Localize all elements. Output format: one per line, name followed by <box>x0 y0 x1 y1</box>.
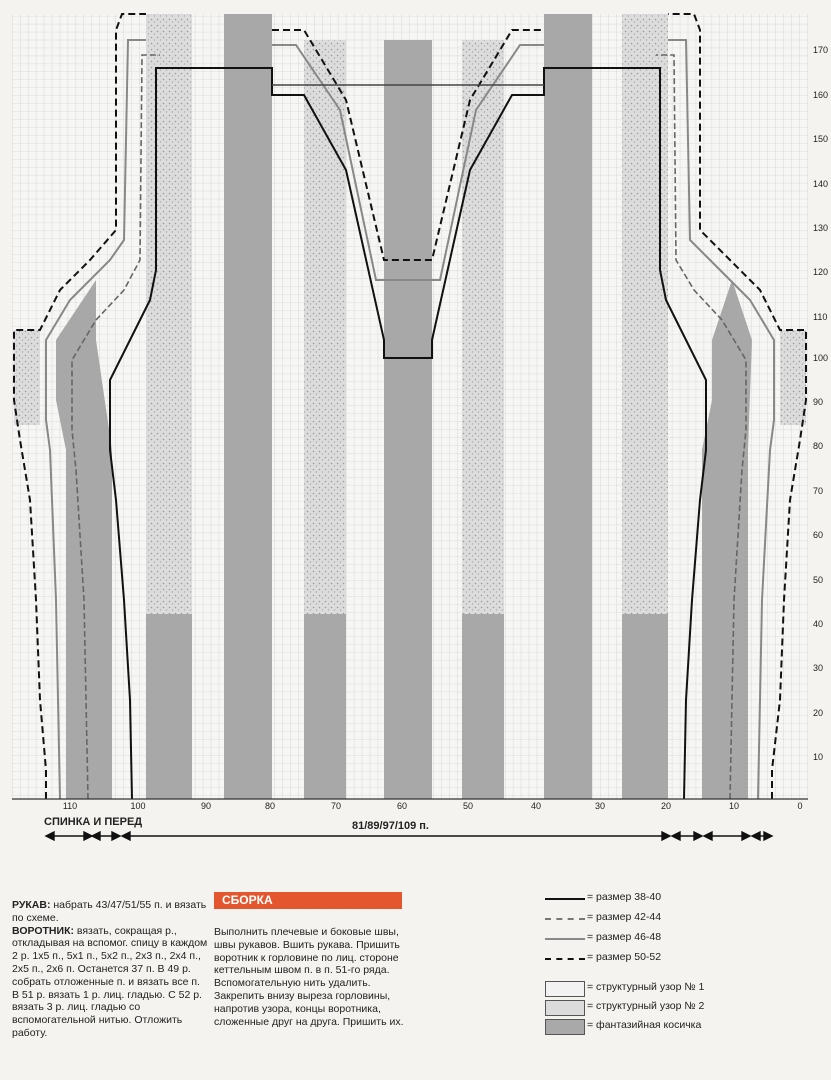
row-label: 150 <box>813 134 829 144</box>
legend-label: = размер 46-48 <box>587 931 662 943</box>
row-label: 40 <box>813 619 824 629</box>
row-label: 80 <box>813 441 824 451</box>
row-label: 30 <box>813 663 824 673</box>
stitch-label: 60 <box>396 801 408 811</box>
row-label: 110 <box>813 312 828 322</box>
row-label: 60 <box>813 530 824 540</box>
row-label: 90 <box>813 397 824 407</box>
collar-title: ВОРОТНИК: <box>12 924 74 937</box>
row-axis <box>813 45 828 762</box>
legend-label: = структурный узор № 1 <box>587 981 705 993</box>
stitch-label: 0 <box>797 801 803 811</box>
stitch-label: 90 <box>200 801 212 811</box>
row-label: 170 <box>813 45 829 55</box>
row-label: 70 <box>813 486 824 496</box>
stitch-label: 30 <box>594 801 606 811</box>
section-label: СПИНКА И ПЕРЕД <box>44 816 143 828</box>
stitch-label: 10 <box>728 801 740 811</box>
stitch-label: 80 <box>264 801 276 811</box>
row-label: 140 <box>813 179 829 189</box>
sleeve-instructions <box>12 899 208 1040</box>
assembly-title: СБОРКА <box>222 893 273 907</box>
row-label: 120 <box>813 267 829 277</box>
row-label: 100 <box>813 353 829 363</box>
collar-text: вязать, сокращая р., откладывая на вспомог. спицу в каждом 2 р. 1x5 п., 5x1 п., 5x2 п., 2x3 п., 2x4 п., 2x5 п., 2x6 п. Останется 37 п. В 49 р. собрать отложенные п. и вязать все п. В 51 р. вязать 1 р. лиц. гладью. С 52 р. вязать 3 р. лиц. гладью со вспомогательной нитью. Отложить работу. <box>12 924 208 1039</box>
legend-label: = размер 50-52 <box>587 951 662 963</box>
stitch-axis <box>63 801 803 811</box>
row-label: 20 <box>813 708 824 718</box>
stitch-label: 20 <box>660 801 672 811</box>
stitch-label: 50 <box>462 801 474 811</box>
stitch-label: 40 <box>530 801 542 811</box>
stitch-label: 110 <box>62 801 78 811</box>
legend-label: = фантазийная косичка <box>587 1019 702 1031</box>
width-arrows <box>46 832 772 840</box>
legend-label: = размер 42-44 <box>587 911 662 923</box>
legend-label: = размер 38-40 <box>587 891 662 903</box>
row-label: 10 <box>813 752 824 762</box>
stitch-label: 100 <box>130 801 146 811</box>
row-label: 130 <box>813 223 829 233</box>
stitch-label: 70 <box>330 801 342 811</box>
sleeve-text: набрать 43/47/51/55 п. и вязать по схеме. <box>12 899 207 924</box>
assembly-text: Выполнить плечевые и боковые швы, швы рукавов. Вшить рукава. Пришить воротник к горловине по лиц. стороне кеттельным швом п. в п. 51-го ряда. Вспомогательную нить удалить. Закрепить внизу выреза горловины, напротив узора, концы воротника, сложенные друг на друга. Пришить их. <box>214 926 404 1028</box>
sleeve-title: РУКАВ: <box>12 899 51 911</box>
row-label: 50 <box>813 575 824 585</box>
legend-label: = структурный узор № 2 <box>587 1000 705 1012</box>
row-label: 160 <box>813 90 829 100</box>
stitch-count-label: 81/89/97/109 п. <box>352 820 429 832</box>
